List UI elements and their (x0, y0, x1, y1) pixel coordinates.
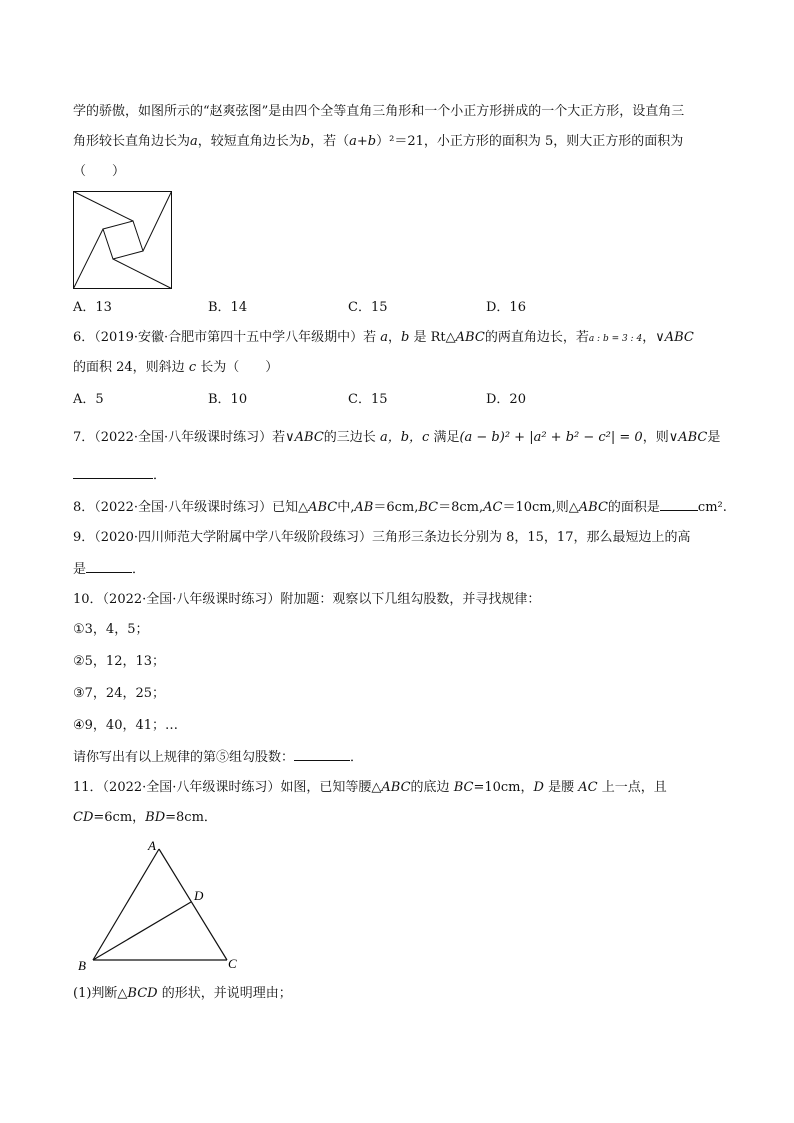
q8-line: 8．（2022·全国·八年级课时练习）已知△ABC中,AB＝6cm,BC＝8cm,AC＝10cm,则△ABC的面积是 cm². (73, 496, 727, 518)
q7-formula: (a − b)² + |a² + b² − c²| = 0 (459, 430, 643, 445)
triangle-abc-diagram (70, 836, 250, 976)
label-d: D (194, 888, 204, 903)
q5-line1: 学的骄傲，如图所示的“赵爽弦图”是由四个全等直角三角形和一个小正方形拼成的一个大正方形，设直角三 (73, 104, 685, 119)
q10-answer-blank[interactable] (294, 746, 350, 761)
q5-answer-paren: （ ） (73, 164, 126, 179)
q5-option-c[interactable]: C．15 (348, 300, 388, 315)
q7-answer-blank[interactable] (73, 464, 153, 479)
q9-answer-blank[interactable] (86, 558, 132, 573)
q11-sub1: (1)判断△BCD 的形状，并说明理由； (73, 986, 292, 1001)
q6-option-b[interactable]: B．10 (208, 392, 248, 407)
q10-line1: 10．（2022·全国·八年级课时练习）附加题：观察以下几组勾股数，并寻找规律： (73, 592, 541, 607)
q5-option-a[interactable]: A．13 (73, 300, 112, 315)
q6-option-a[interactable]: A．5 (73, 392, 104, 407)
q10-item-1: ①3，4，5； (73, 622, 149, 637)
q6-option-c[interactable]: C．15 (348, 392, 388, 407)
q5-option-b[interactable]: B．14 (208, 300, 248, 315)
q8-answer-blank[interactable] (660, 496, 698, 511)
q7-line2: ． (73, 464, 166, 486)
label-b: B (78, 958, 86, 973)
q5-option-d[interactable]: D．16 (486, 300, 526, 315)
q10-item-4: ④9，40，41；… (73, 718, 179, 733)
q6-option-d[interactable]: D．20 (486, 392, 526, 407)
q5-line2: 角形较长直角边长为a，较短直角边长为b，若（a+b）²＝21，小正方形的面积为 5，则大正方形的面积为 (73, 134, 684, 149)
q6-line2: 的面积 24，则斜边 c 长为（ ） (73, 360, 279, 375)
q9-line2: 是 ． (73, 558, 145, 580)
q9-line1: 9．（2020·四川师范大学附属中学八年级阶段练习）三角形三条边长分别为 8，15，17，那么最短边上的高 (73, 530, 691, 545)
zhao-shuang-diagram (73, 191, 173, 289)
q11-line1: 11．（2022·全国·八年级课时练习）如图，已知等腰△ABC的底边 BC=10cm，D 是腰 AC 上一点，且 (73, 780, 667, 795)
q7-line1: 7．（2022·全国·八年级课时练习）若∨ABC的三边长 a，b，c 满足(a − b)² + |a² + b² − c²| = 0，则∨ABC是 (73, 430, 721, 445)
label-a: A (148, 838, 156, 853)
label-c: C (228, 956, 237, 971)
q6-line1: 6．（2019·安徽·合肥市第四十五中学八年级期中）若 a，b 是 Rt△ABC的两直角边长，若a : b = 3 : 4，∨ABC (73, 330, 694, 345)
q10-item-2: ②5，12，13； (73, 654, 166, 669)
q10-ask: 请你写出有以上规律的第⑤组勾股数： ． (73, 746, 363, 768)
q10-item-3: ③7，24，25； (73, 686, 166, 701)
q11-line2: CD=6cm，BD=8cm． (73, 810, 217, 825)
